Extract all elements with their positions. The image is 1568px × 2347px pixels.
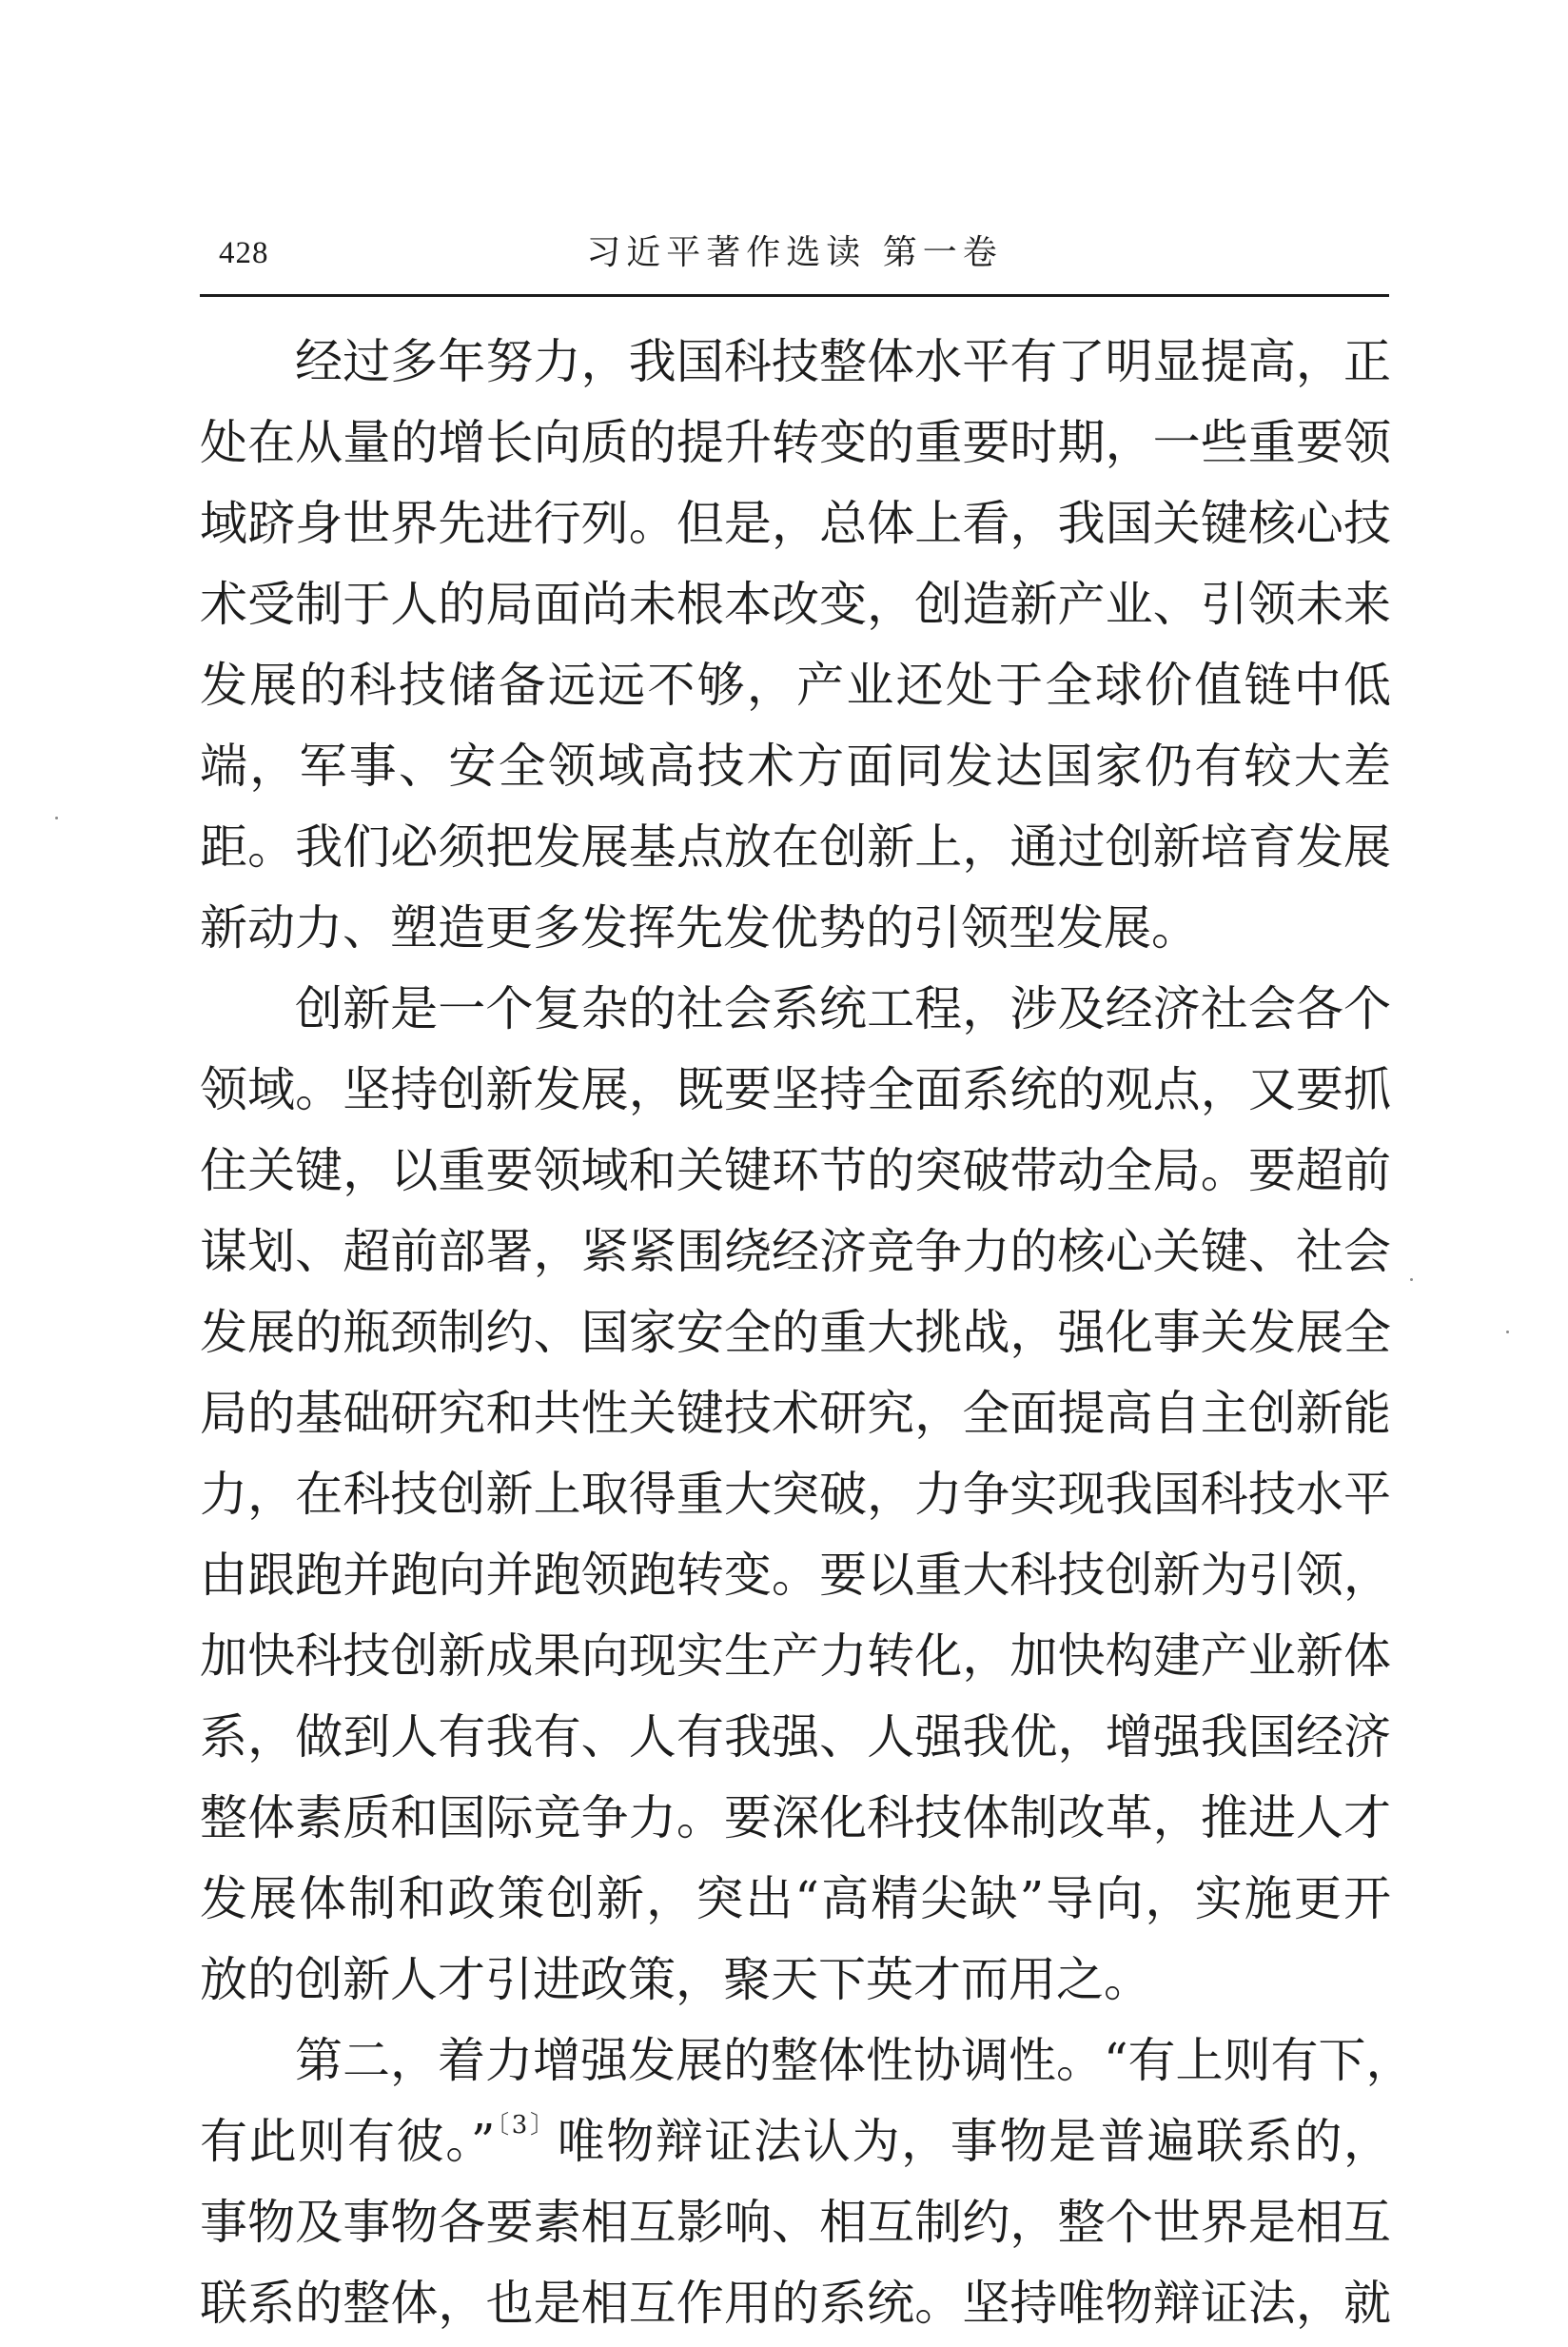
text-line: 事物及事物各要素相互影响、相互制约，整个世界是相互 [200, 2195, 1391, 2250]
text-line: 由跟跑并跑向并跑领跑转变。要以重大科技创新为引领， [200, 1548, 1391, 1603]
text-line: 经过多年努力，我国科技整体水平有了明显提高，正 [295, 334, 1391, 389]
text-line: 谋划、超前部署，紧紧围绕经济竞争力的核心关键、社会 [200, 1224, 1391, 1279]
text-line: 联系的整体，也是相互作用的系统。坚持唯物辩证法，就 [200, 2276, 1391, 2331]
text-line: 住关键，以重要领域和关键环节的突破带动全局。要超前 [200, 1143, 1391, 1198]
text-line: 整体素质和国际竞争力。要深化科技体制改革，推进人才 [200, 1790, 1391, 1845]
text-line: 领域。坚持创新发展，既要坚持全面系统的观点，又要抓 [200, 1062, 1391, 1117]
text-line-with-note [200, 2101, 1391, 2182]
text-line: 发展体制和政策创新，突出“高精尖缺”导向，实施更开 [200, 1871, 1391, 1926]
endnote-marker[interactable]: 〔3〕 [495, 2111, 558, 2140]
text-line: 第二，着力增强发展的整体性协调性。“有上则有下， [295, 2033, 1414, 2088]
text-line: 系，做到人有我有、人有我强、人强我优，增强我国经济 [200, 1709, 1391, 1765]
text-line: 放的创新人才引进政策，聚天下英才而用之。 [200, 1952, 1151, 2007]
text-line: 处在从量的增长向质的提升转变的重要时期，一些重要领 [200, 415, 1391, 470]
text-line-rest: 唯物辩证法认为，事物是普遍联系的， [557, 2114, 1392, 2169]
text-line: 加快科技创新成果向现实生产力转化，加快构建产业新体 [200, 1628, 1391, 1684]
scan-speck [1506, 1331, 1509, 1333]
page-number: 428 [219, 236, 269, 270]
text-line: 力，在科技创新上取得重大突破，力争实现我国科技水平 [200, 1467, 1391, 1522]
text-line: 新动力、塑造更多发挥先发优势的引领型发展。 [200, 900, 1199, 956]
text-line: 端，军事、安全领域高技术方面同发达国家仍有较大差 [200, 739, 1391, 794]
text-line: 域跻身世界先进行列。但是，总体上看，我国关键核心技 [200, 496, 1391, 551]
text-line: 术受制于人的局面尚未根本改变，创造新产业、引领未来 [200, 577, 1391, 632]
text-line-start: 有此则有彼。” [200, 2114, 496, 2169]
body-text [200, 322, 1414, 2344]
book-title: 习近平著作选读 第一卷 [586, 233, 1003, 272]
text-line: 发展的科技储备远远不够，产业还处于全球价值链中低 [200, 658, 1391, 713]
text-line: 发展的瓶颈制约、国家安全的重大挑战，强化事关发展全 [200, 1305, 1391, 1360]
header-rule [200, 294, 1389, 297]
scan-speck [1410, 1278, 1413, 1281]
running-head [200, 225, 1389, 282]
scan-speck [55, 817, 58, 819]
text-line: 距。我们必须把发展基点放在创新上，通过创新培育发展 [200, 819, 1391, 875]
text-line: 创新是一个复杂的社会系统工程，涉及经济社会各个 [295, 981, 1391, 1036]
text-line: 局的基础研究和共性关键技术研究，全面提高自主创新能 [200, 1386, 1391, 1441]
